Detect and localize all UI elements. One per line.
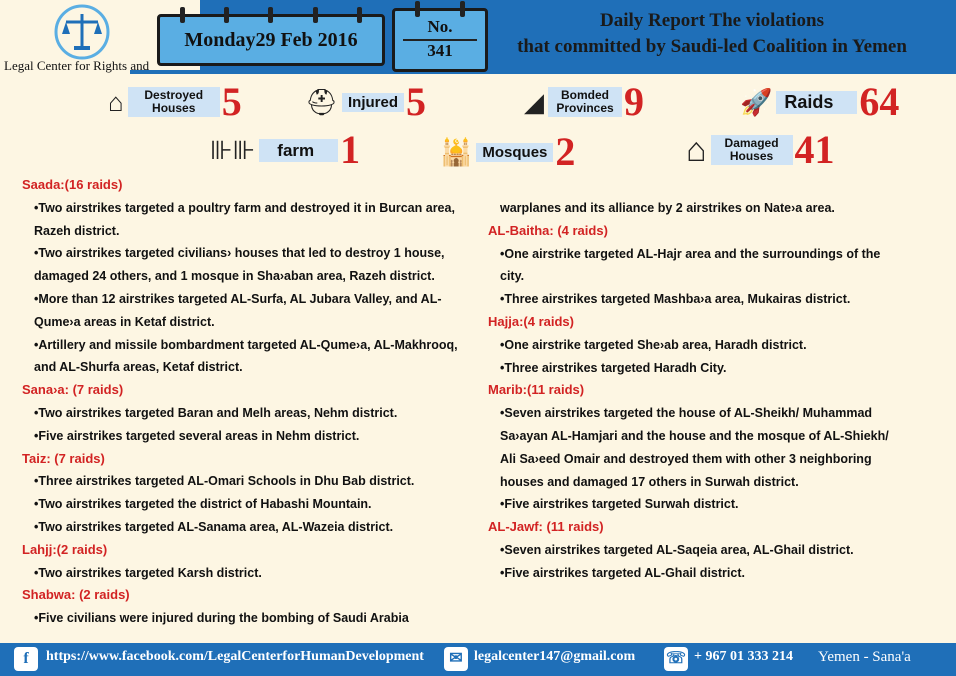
stat-label: Damaged Houses xyxy=(711,135,793,165)
section-heading-hajja: Hajja:(4 raids) xyxy=(488,313,574,329)
logo xyxy=(22,4,142,66)
list-item: Sa›ayan AL-Hamjari and the house and the mosque of AL-Shiekh/ xyxy=(500,428,889,443)
list-item: •Three airstrikes targeted AL-Omari Schools in Dhu Bab district. xyxy=(34,474,415,489)
list-item: city. xyxy=(500,269,525,284)
list-item: and AL-Shurfa areas, Ketaf district. xyxy=(34,360,243,375)
list-item: •Five airstrikes targeted AL-Ghail district. xyxy=(500,565,745,580)
phone-icon: ☏ xyxy=(664,647,688,671)
stat-destroyed-houses xyxy=(108,79,242,124)
email-link[interactable]: legalcenter147@gmail.com xyxy=(474,649,636,664)
list-item: Ali Sa›eed Omair and destroyed them with other 3 neighboring xyxy=(500,451,872,466)
stat-value: 9 xyxy=(624,79,644,124)
list-item: •Two airstrikes targeted civilians› houses that led to destroy 1 house, xyxy=(34,246,445,261)
list-item: •Three airstrikes targeted Mashba›a area, Mukairas district. xyxy=(500,292,851,307)
section-heading-saada: Saada:(16 raids) xyxy=(22,177,123,192)
number-label: No. xyxy=(427,17,453,36)
section-heading-shabwa: Shabwa: (2 raids) xyxy=(22,587,130,603)
list-item: •One airstrike targeted AL-Hajr area and the surroundings of the xyxy=(500,246,881,261)
stat-label: Mosques xyxy=(476,143,553,162)
section-heading-sanaa: Sana›a: (7 raids) xyxy=(22,382,124,398)
list-item: •More than 12 airstrikes targeted AL-Surfa, AL Jubara Valley, and AL- xyxy=(34,291,442,306)
house-icon: ⌂ xyxy=(108,87,124,117)
email-icon: ✉ xyxy=(444,647,468,671)
list-item: •Seven airstrikes targeted the house of AL-Sheikh/ Muhammad xyxy=(500,406,873,421)
date-box xyxy=(157,14,385,66)
list-item: •Five airstrikes targeted Surwah district. xyxy=(500,497,739,512)
stat-label: Injured xyxy=(342,93,404,112)
title-line-1: Daily Report The violations xyxy=(600,10,824,31)
stat-farm xyxy=(210,127,361,172)
section-heading-jawf: AL-Jawf: (11 raids) xyxy=(488,519,604,535)
stat-raids xyxy=(740,79,900,124)
list-item: •One airstrike targeted She›ab area, Haradh district. xyxy=(500,337,807,352)
phone-number: + 967 01 333 214 xyxy=(694,649,793,664)
stat-value: 2 xyxy=(555,129,576,174)
report-number: 341 xyxy=(403,39,477,61)
left-column xyxy=(22,174,478,630)
injured-person-icon: ⛑ xyxy=(305,87,339,117)
header xyxy=(0,0,956,73)
stat-label: Bomded Provinces xyxy=(548,87,622,117)
page-title xyxy=(492,8,932,60)
footer xyxy=(0,643,956,676)
list-item: Razeh district. xyxy=(34,223,120,238)
farm-icon: ⊪⊪ xyxy=(210,135,256,165)
stat-value: 5 xyxy=(221,79,242,124)
scales-of-justice-icon xyxy=(52,4,112,60)
org-name: Legal Center for Rights and xyxy=(4,58,150,73)
mosque-icon: 🕌 xyxy=(440,137,473,167)
stat-label: farm xyxy=(259,139,338,162)
list-item: •Two airstrikes targeted a poultry farm and destroyed it in Burcan area, xyxy=(34,200,455,215)
title-line-2: that committed by Saudi-led Coalition in Yemen xyxy=(517,36,907,57)
section-heading-taiz: Taiz: (7 raids) xyxy=(22,450,105,466)
section-heading-baitha: AL-Baitha: (4 raids) xyxy=(488,222,608,238)
list-item: •Artillery and missile bombardment targeted AL-Qume›a, AL-Makhrooq, xyxy=(34,337,458,352)
section-heading-lahjj: Lahjj:(2 raids) xyxy=(22,541,108,557)
list-item: houses and damaged 17 others in Surwah district. xyxy=(500,474,799,489)
stat-value: 5 xyxy=(406,79,427,124)
list-item: warplanes and its alliance by 2 airstrikes on Nate›a area. xyxy=(500,201,835,215)
stat-value: 41 xyxy=(794,127,835,172)
section-heading-marib: Marib:(11 raids) xyxy=(488,382,585,398)
location: Yemen - Sana'a xyxy=(818,649,911,665)
stat-damaged-houses xyxy=(686,127,835,172)
list-item: •Two airstrikes targeted AL-Sanama area, AL-Wazeia district. xyxy=(34,519,394,534)
list-item: Qume›a areas in Ketaf district. xyxy=(34,314,215,329)
stat-injured xyxy=(305,79,427,124)
list-item: •Three airstrikes targeted Haradh City. xyxy=(500,360,727,375)
yemen-map-icon: ◢ xyxy=(524,87,544,117)
list-item: damaged 24 others, and 1 mosque in Sha›aban area, Razeh district. xyxy=(34,269,435,284)
list-item: •Five airstrikes targeted several areas in Nehm district. xyxy=(34,428,360,443)
right-column xyxy=(488,197,940,585)
list-item: •Two airstrikes targeted the district of Habashi Mountain. xyxy=(34,497,372,512)
stat-value: 1 xyxy=(340,127,361,172)
list-item: •Two airstrikes targeted Karsh district. xyxy=(34,565,262,580)
list-item: •Five civilians were injured during the bombing of Saudi Arabia xyxy=(34,611,409,626)
stat-label: Raids xyxy=(776,91,857,114)
number-box xyxy=(392,8,488,72)
house-icon: ⌂ xyxy=(686,131,707,169)
stat-bombed-provinces xyxy=(524,79,644,124)
facebook-icon[interactable]: f xyxy=(14,647,38,671)
stat-mosques xyxy=(440,129,576,174)
stat-value: 64 xyxy=(859,79,900,124)
facebook-link[interactable]: https://www.facebook.com/LegalCenterforHumanDevelopment xyxy=(46,649,424,664)
list-item: •Two airstrikes targeted Baran and Melh areas, Nehm district. xyxy=(34,405,398,420)
missile-icon: 🚀 xyxy=(740,87,773,117)
stat-label: Destroyed Houses xyxy=(128,87,220,117)
report-date: Monday29 Feb 2016 xyxy=(184,29,358,51)
list-item: •Seven airstrikes targeted AL-Saqeia area, AL-Ghail district. xyxy=(500,542,854,557)
